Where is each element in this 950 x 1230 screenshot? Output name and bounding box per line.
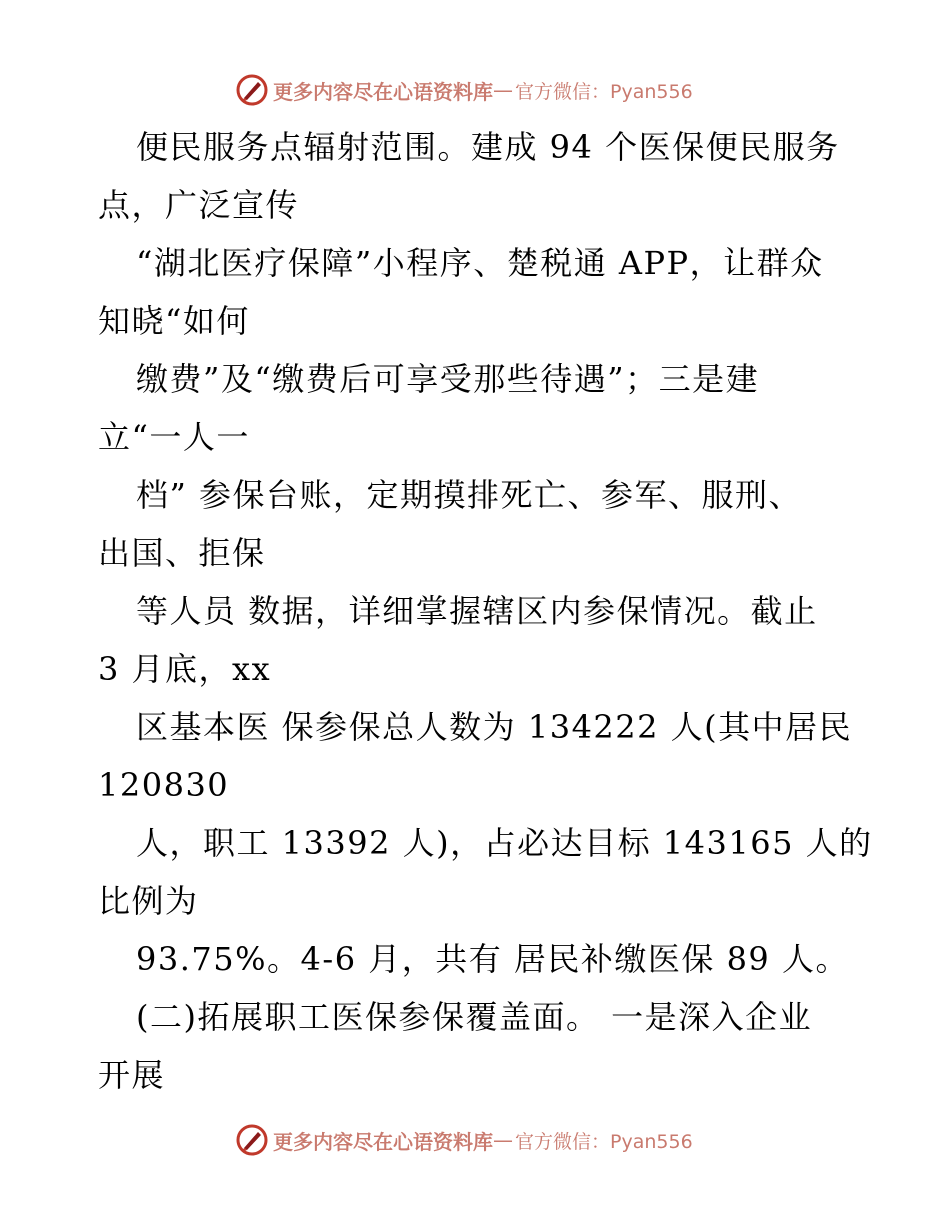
- text-line: 缴费”及“缴费后可享受那些待遇”；三是建: [136, 360, 760, 398]
- pen-logo-icon: [235, 1123, 269, 1157]
- text-line: 等人员 数据，详细掌握辖区内参保情况。截止: [136, 592, 818, 630]
- text-line: 点，广泛宣传: [98, 186, 300, 224]
- text-line: 便民服务点辐射范围。建成 94 个医保便民服务: [136, 128, 840, 166]
- header-watermark-banner: [235, 72, 693, 108]
- text-line: 120830: [98, 766, 230, 804]
- banner-wechat: 官方微信：Pyan556: [515, 80, 693, 103]
- text-line: 出国、拒保: [98, 534, 266, 572]
- text-line: 93.75%。4-6 月，共有 居民补缴医保 89 人。: [136, 940, 849, 978]
- banner-title: 更多内容尽在心语资料库: [273, 1129, 493, 1154]
- banner-separator: —: [493, 1128, 513, 1152]
- banner-wechat: 官方微信：Pyan556: [515, 1130, 693, 1153]
- text-line: 知晓“如何: [98, 302, 250, 340]
- footer-watermark-banner: [235, 1122, 693, 1158]
- banner-separator: —: [493, 78, 513, 102]
- text-line: 档” 参保台账，定期摸排死亡、参军、服刑、: [136, 476, 803, 514]
- text-line: 区基本医 保参保总人数为 134222 人(其中居民: [136, 708, 853, 746]
- text-line: 开展: [98, 1056, 166, 1094]
- text-line: “湖北医疗保障”小程序、楚税通 APP，让群众: [136, 244, 824, 282]
- text-line: (二)拓展职工医保参保覆盖面。 一是深入企业: [136, 998, 813, 1036]
- document-body: [98, 118, 898, 1104]
- pen-logo-icon: [235, 73, 269, 107]
- text-line: 人，职工 13392 人)，占必达目标 143165 人的: [136, 824, 873, 862]
- text-line: 3 月底，xx: [98, 650, 272, 688]
- text-line: 立“一人一: [98, 418, 250, 456]
- text-line: 比例为: [98, 882, 199, 920]
- banner-title: 更多内容尽在心语资料库: [273, 79, 493, 104]
